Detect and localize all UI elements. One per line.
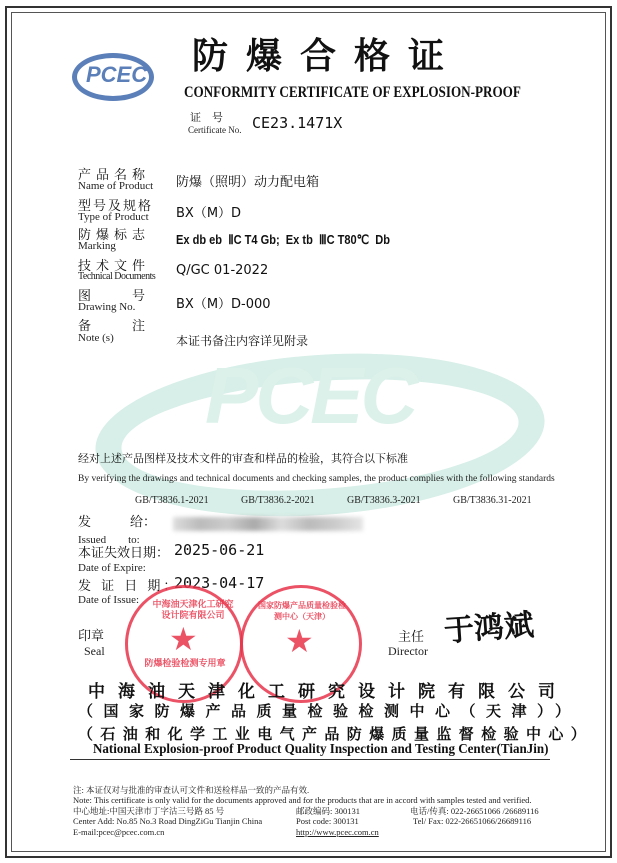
cert-no-label-en: Certificate No.: [188, 125, 242, 135]
star-icon: ★: [169, 620, 198, 658]
product-type: BX（M）D: [176, 206, 242, 221]
field-label: 备 注: [78, 319, 151, 334]
notes: 本证书备注内容详见附录: [176, 334, 309, 348]
compliance-cn: 经对上述产品图样及技术文件的审查和样品的检验，其符合以下标准: [78, 452, 408, 465]
stamp-text-bottom: 防爆检验检测专用章: [144, 659, 226, 669]
org-name: 中海油天津化工研究设计院有限公司: [88, 682, 568, 702]
expire-label: 本证失效日期：: [78, 546, 170, 561]
footer-postcode-cn: 邮政编码: 300131: [296, 806, 360, 816]
field-label-en: Name of Product: [78, 180, 154, 192]
field-label: 技术文件: [78, 259, 151, 274]
footer-note-en: Note: This certificate is only valid for the documents approved and for the products that are in accord with samples tested and verified.: [73, 795, 532, 805]
standard: GB/T3836.1-2021: [135, 495, 209, 506]
org-name-en: National Explosion-proof Product Quality Inspection and Testing Center(TianJin): [93, 742, 549, 757]
divider: [70, 759, 550, 760]
cert-no: CE23.1471X: [252, 114, 343, 132]
drawing-no: BX（M）D-000: [176, 297, 271, 312]
expire-label-en: Date of Expire:: [78, 562, 146, 574]
cert-no-label: 证 号: [190, 111, 223, 124]
field-label: 图 号: [78, 289, 151, 304]
field-label-en: Marking: [78, 240, 116, 252]
watermark-logo: PCEC: [205, 351, 416, 440]
issue-date-label-en: Date of Issue:: [78, 594, 140, 606]
field-label-en: Type of Product: [78, 211, 149, 223]
page-title: 防爆合格证: [192, 35, 463, 77]
star-icon: ★: [285, 622, 314, 660]
field-label: 产品名称: [78, 168, 151, 183]
seal-label-en: Seal: [84, 644, 105, 658]
standard: GB/T3836.3-2021: [347, 495, 421, 506]
field-label: 防爆标志: [78, 228, 151, 243]
standard: GB/T3836.31-2021: [453, 495, 532, 506]
footer-note-cn: 注: 本证仅对与批准的审查认可文件和送检样品一致的产品有效.: [73, 785, 310, 795]
director-signature: 于鸿斌: [442, 607, 536, 650]
issued-to-label: 发 给：: [78, 515, 157, 530]
footer-postcode-en: Post code: 300131: [296, 816, 359, 826]
issued-to-label-en: Issued to:: [78, 534, 140, 546]
field-label-en: Note (s): [78, 332, 114, 344]
standard: GB/T3836.2-2021: [241, 495, 315, 506]
director-label: 主任: [398, 630, 425, 645]
footer-tel-cn: 电话/传真: 022-26651066 /26689116: [410, 806, 539, 816]
field-label-en: Technical Documents: [78, 271, 156, 282]
marking: Ex db eb ⅡC T4 Gb; Ex tb ⅢC T80℃ Db: [176, 232, 390, 247]
technical-documents: Q/GC 01-2022: [176, 263, 269, 278]
seal-label: 印章: [78, 629, 105, 644]
director-label-en: Director: [388, 644, 428, 658]
compliance-en: By verifying the drawings and technical documents and checking samples, the product complies with the following standards: [78, 474, 555, 484]
footer-address-en: Center Add: No.85 No.3 Road DingZiGu Tianjin China: [73, 816, 263, 826]
product-name: 防爆（照明）动力配电箱: [176, 175, 320, 190]
org-name-3: （石油和化学工业电气产品防爆质量监督检验中心）: [78, 725, 594, 743]
expire-date: 2025-06-21: [174, 541, 265, 559]
footer-address-cn: 中心地址:中国天津市丁字沽三号路 85 号: [73, 806, 225, 816]
issue-date: 2023-04-17: [174, 574, 265, 592]
stamp-text: 中海油天津化工研究设计院有限公司: [152, 600, 234, 621]
footer-website-link[interactable]: http://www.pcec.com.cn: [296, 827, 379, 837]
issued-to-redacted: [173, 517, 363, 531]
page-subtitle: CONFORMITY CERTIFICATE OF EXPLOSION-PROOF: [184, 84, 521, 101]
field-label-en: Drawing No.: [78, 301, 136, 313]
pcec-logo-text: PCEC: [86, 62, 148, 87]
field-label: 型号及规格: [78, 199, 154, 214]
issue-date-label: 发 证 日 期：: [78, 579, 180, 594]
org-name-2: （国家防爆产品质量检验检测中心（天津））: [78, 702, 581, 720]
footer-email[interactable]: E-mail:pcec@pcec.com.cn: [73, 827, 165, 837]
stamp-text: 国家防爆产品质量检验检测中心（天津）: [258, 601, 346, 621]
footer-tel-en: Tel/ Fax: 022-26651066/26689116: [413, 816, 532, 826]
